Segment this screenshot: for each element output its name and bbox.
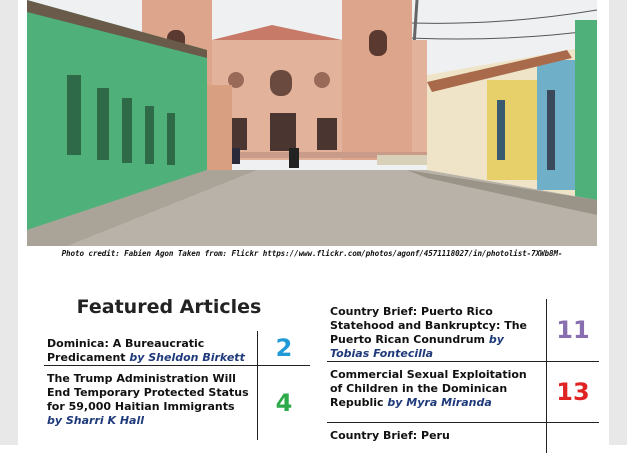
article-title: Country Brief: Peru (330, 429, 450, 442)
article-title: Dominica: A Bureaucratic Predicament (47, 337, 205, 364)
article-title: The Trump Administration Will End Temporary Protected Status for 59,000 Haitian Immigrants (47, 372, 249, 413)
featured-left-column (44, 331, 310, 440)
page-margin-left (0, 0, 18, 445)
page-margin-right (609, 0, 627, 445)
article-entry[interactable] (327, 299, 599, 362)
article-page-number (547, 423, 599, 453)
article-title: Commercial Sexual Exploitation of Children in the Dominican Republic (330, 368, 527, 409)
article-title: Country Brief: Puerto Rico Statehood and Bankruptcy: The Puerto Rican Conundrum (330, 305, 527, 346)
article-author: by Tobias Fontecilla (330, 333, 504, 360)
featured-right-column (327, 299, 599, 453)
cover-photo (27, 0, 597, 246)
article-page-number: 2 (275, 334, 293, 362)
article-entry[interactable] (44, 331, 310, 366)
article-author: by Sharri K Hall (47, 414, 145, 427)
article-author: by Myra Miranda (387, 396, 492, 409)
article-entry[interactable] (327, 362, 599, 423)
article-page-number: 11 (556, 316, 590, 344)
article-page-number: 13 (556, 378, 590, 406)
featured-articles-heading: Featured Articles (76, 296, 262, 318)
article-entry[interactable] (327, 423, 599, 453)
article-page-number: 4 (275, 389, 293, 417)
article-entry[interactable] (44, 366, 310, 440)
photo-credit: Photo credit: Fabien Agon Taken from: Flickr https://www.flickr.com/photos/agonf/4571118027/in/photolist-7XWb8M- (61, 249, 563, 258)
article-author: by Sheldon Birkett (129, 351, 245, 364)
